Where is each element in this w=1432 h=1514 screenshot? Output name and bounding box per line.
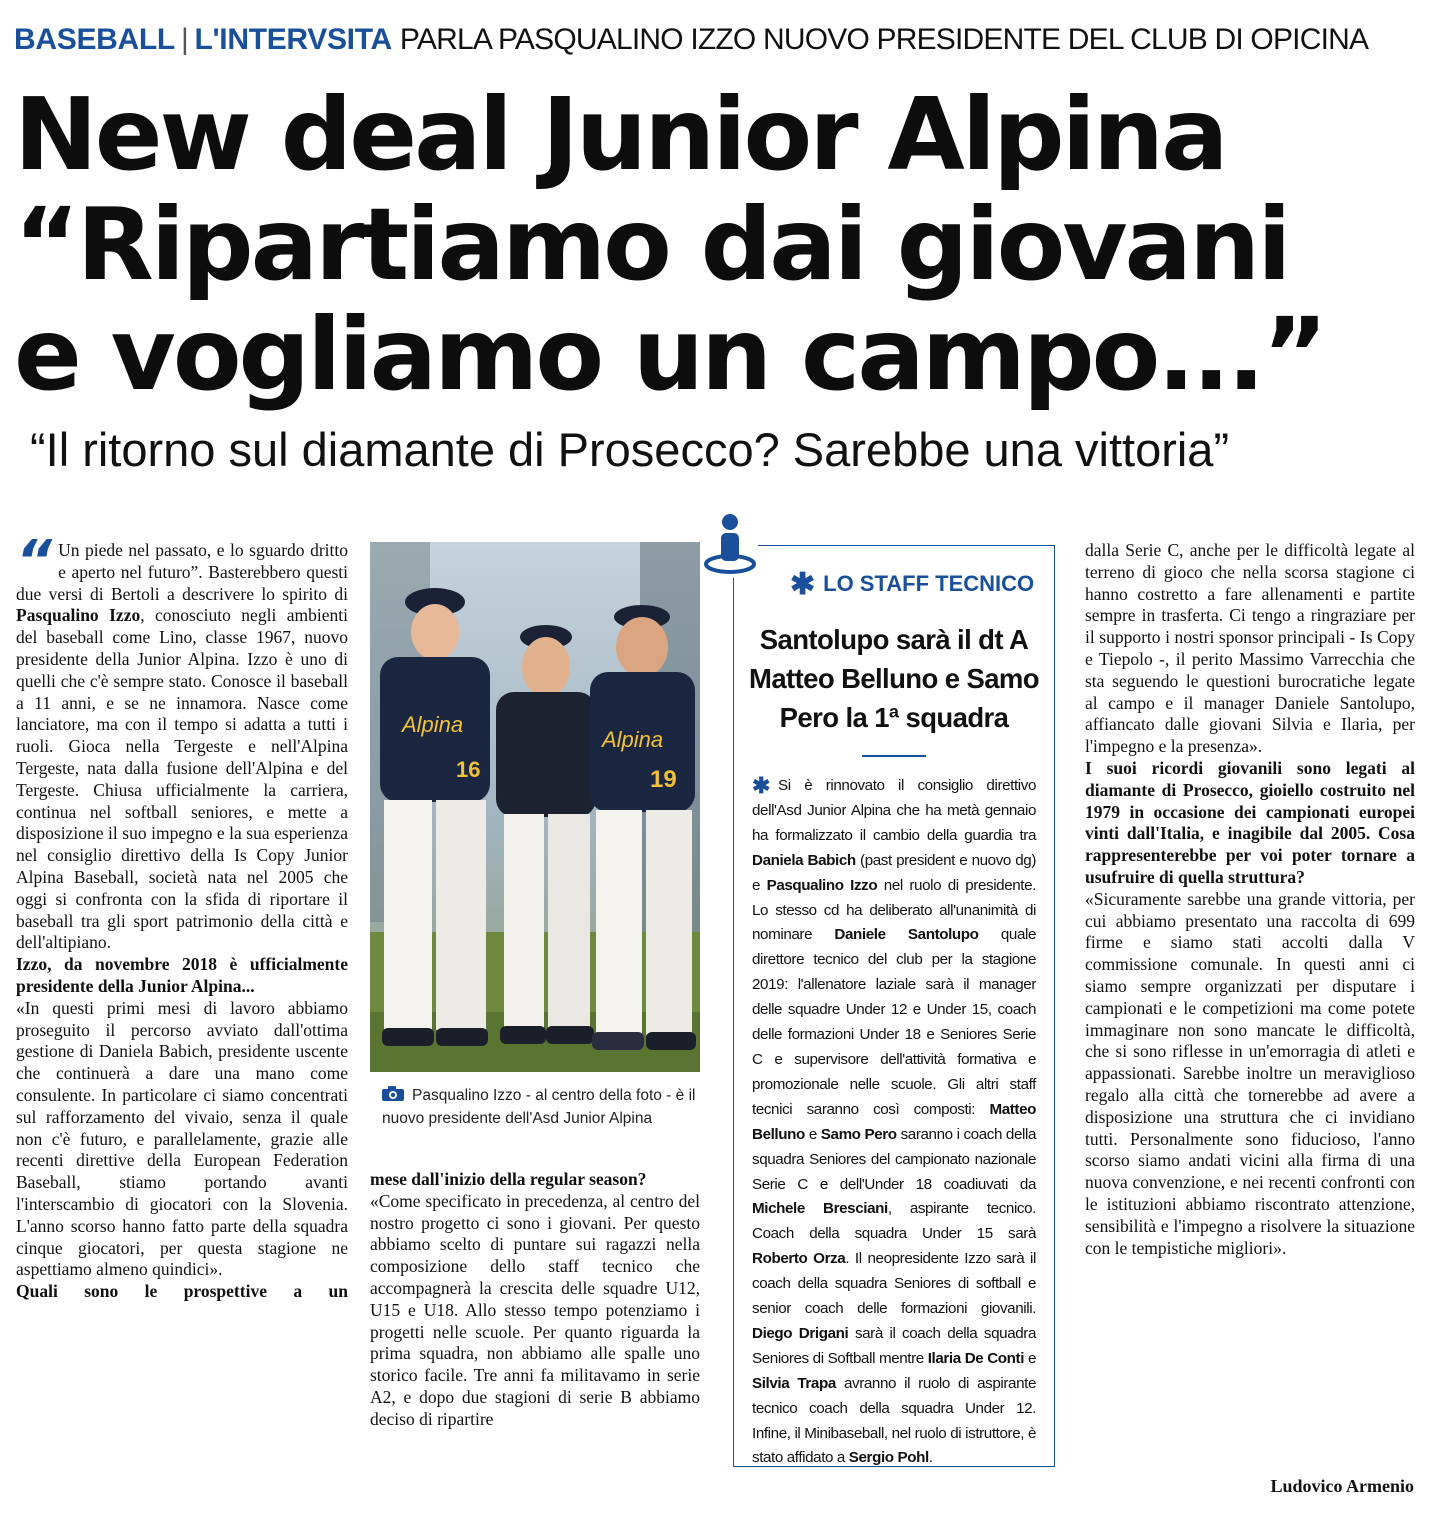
staff-name: Silvia Trapa: [752, 1374, 836, 1392]
caption-text: Pasqualino Izzo - al centro della foto - è il nuovo presidente dell'Asd Junior Alpina: [382, 1087, 696, 1127]
jersey-number: 19: [650, 766, 677, 793]
byline: Ludovico Armenio: [1270, 1476, 1414, 1496]
sidebar-text: , aspirante tecnico. Coach della squadra Under 15 sarà: [752, 1200, 1036, 1243]
asterisk-icon: ✱: [752, 773, 771, 798]
jersey-number: 16: [456, 757, 481, 782]
staff-name: Pasqualino Izzo: [766, 876, 878, 894]
headline-line: New deal Junior Alpina: [14, 76, 1226, 193]
interview-question: Izzo, da novembre 2018 è ufficialmente presidente della Junior Alpina...: [16, 954, 348, 996]
sidebar-label-text: LO STAFF TECNICO: [823, 571, 1035, 596]
staff-name: Roberto Orza: [752, 1250, 846, 1268]
sidebar-body: [752, 774, 1036, 1471]
svg-text:Alpina: Alpina: [602, 727, 664, 752]
sidebar-divider: [862, 755, 926, 757]
intro-text: Un piede nel passato, e lo sguardo dritto e aperto nel futuro”. Basterebbero questi due versi di Bertoli a descrivere lo spirito di: [16, 540, 348, 604]
sidebar-text: Si è rinnovato il consiglio direttivo dell'Asd Junior Alpina che ha metà gennaio ha formalizzato il cambio della guardia tra: [752, 777, 1036, 844]
staff-name: Daniela Babich: [752, 851, 856, 869]
sidebar-text: avranno il ruolo di aspirante tecnico coach della squadra Under 12. Infine, il Minibaseball, nel ruolo di istruttore, è stato affidato a: [752, 1374, 1036, 1467]
staff-name: Ilaria De Conti: [927, 1349, 1025, 1367]
subheadline: “Il ritorno sul diamante di Prosecco? Sarebbe una vittoria”: [30, 423, 1230, 476]
article-column-1: [16, 529, 348, 1303]
staff-name: Diego Drigani: [752, 1324, 849, 1342]
sidebar-text: sarà il coach della squadra Seniores di Softball mentre: [752, 1324, 1036, 1367]
interview-question: Quali sono le prospettive a un: [16, 1281, 348, 1302]
asterisk-icon: ✱: [790, 568, 816, 601]
sidebar-text: saranno i coach della squadra Seniores del campionato nazionale Serie C e dell'Under 18 coadiuvati da: [752, 1125, 1037, 1193]
sidebar-title: Santolupo sarà il dt A Matteo Belluno e Samo Pero la 1ª squadra: [749, 624, 1039, 733]
staff-name: Sergio Pohl: [848, 1449, 929, 1467]
rubric-label: L'INTERVSITA: [194, 23, 392, 56]
staff-name: Samo Pero: [820, 1125, 897, 1143]
section-label: BASEBALL: [14, 23, 175, 56]
sidebar-text: .: [928, 1449, 933, 1467]
person-icon: [702, 512, 758, 578]
sidebar-label: [790, 568, 1035, 601]
interview-answer: «Come specificato in precedenza, al centro del nostro progetto ci sono i giovani. Per questo abbiamo scelto di puntare sui ragazzi nella composizione dello staff tecnico che accompagnerà la crescita delle squadre U12, U15 e U18. Allo stesso tempo potenziamo i progetti nelle scuole. Per quanto riguarda la prima squadra, non abbiamo alle spalle uno storico facile. Tre anni fa militavamo in serie A2, e dopo due stagioni di serie B abbiamo deciso di ripartire: [370, 1190, 700, 1429]
intro-name: Pasqualino Izzo: [16, 605, 141, 626]
kicker-separator: |: [180, 23, 189, 56]
staff-name: Daniele Santolupo: [834, 926, 979, 944]
interview-question: I suoi ricordi giovanili sono legati al diamante di Prosecco, gioiello costruito nel 1979 in occasione dei campionati europei vinti dall'Italia, e inagibile dal 2005. Cosa rappresenterebbe per voi poter tornare a usufruire di quella struttura?: [1085, 757, 1415, 887]
sidebar-text: (past president e nuovo dg) e: [752, 851, 1036, 894]
kicker: [14, 18, 1424, 62]
sidebar-text: nel ruolo di presidente. Lo stesso cd ha deliberato all'unanimità di nominare: [752, 876, 1036, 944]
headline-line: “Ripartiamo dai giovani: [14, 186, 1289, 303]
staff-name: Michele Bresciani: [752, 1200, 888, 1218]
quote-mark-icon: “: [16, 529, 53, 594]
article-column-2: [370, 1169, 700, 1431]
photo-caption: [382, 1084, 702, 1130]
interview-answer: «Sicuramente sarebbe una grande vittoria, per cui abbiamo presentato una raccolta di 699 firme e siamo stati accolti dalla V commissione comunale. In questi anni ci siamo sempre organizzati per disputare i campionati e le competizioni ma come potete immaginare non sono mancate le difficoltà, che si sono riflesse in un'emorragia di atleti e appassionati. Sarebbe inoltre un meraviglioso regalo alla città che tornerebbe ad avere a disposizione una struttura che ci invidiano tutti. Personalmente sono fiducioso, l'anno scorso siamo andati vicini alla firma di una nuova convenzione, e nei recenti confronti con le istituzioni abbiamo riscontrato attenzione, sensibilità e l'impegno a risolvere la situazione con le tempistiche migliori».: [1085, 888, 1415, 1258]
svg-text:Alpina: Alpina: [402, 712, 464, 737]
team-photo: [370, 542, 700, 1072]
headline-line: e vogliamo un campo...”: [14, 296, 1325, 413]
answer-continuation: dalla Serie C, anche per le difficoltà legate al terreno di gioco che nella scorsa stagione ci hanno costretto a fare allenamenti e partite sempre in trasferta. Ci tengo a ringraziare per il supporto i nostri sponsor principali - Is Copy e Tiepolo -, il perito Massimo Varrecchia che sta seguendo le questioni burocratiche legate al campo e il manager Daniele Santolupo, affiancato dalle giovani Silvia e Ilaria, per l'impegno e la presenza».: [1085, 540, 1415, 757]
staff-name: Matteo Belluno: [752, 1100, 1036, 1143]
article-column-4: [1085, 540, 1415, 1259]
camera-icon: [382, 1086, 404, 1101]
sidebar-text: quale direttore tecnico del club per la stagione 2019: l'allenatore laziale sarà il manager delle squadre Under 12 e Under 15, coach delle formazioni Under 18 e Seniores Serie C e supervisore dell'attività formativa e promozionale nelle scuole. Gli altri staff tecnici saranno così composti:: [752, 926, 1037, 1118]
headline: [14, 76, 1424, 413]
interview-question: mese dall'inizio della regular season?: [370, 1169, 647, 1189]
kicker-description: PARLA PASQUALINO IZZO NUOVO PRESIDENTE DEL CLUB DI OPICINA: [399, 23, 1369, 56]
photo-illustration: [370, 542, 700, 1072]
intro-paragraph: [16, 529, 348, 954]
sidebar-text: e: [804, 1125, 821, 1143]
sidebar-text: . Il neopresidente Izzo sarà il coach della squadra Seniores di softball e senior coach delle formazioni giovanili.: [752, 1250, 1036, 1318]
sidebar-text: e: [1024, 1349, 1036, 1367]
interview-answer: «In questi primi mesi di lavoro abbiamo proseguito il percorso avviato dall'ottima gestione di Daniela Babich, presidente uscente che continuerà a dare una mano come consulente. In particolare ci siamo concentrati sul rafforzamento del vivaio, senza il quale non c'è futuro, e parallelamente, grazie alle recenti direttive della European Federation Baseball, stiamo portando avanti l'interscambio di giocatori con la Slovenia. L'anno scorso hanno fatto parte della squadra cinque giocatori, per questa stagione ne aspettiamo almeno quindici».: [16, 997, 348, 1280]
intro-text-rest: , conosciuto negli ambienti del baseball come Lino, classe 1967, nuovo presidente della Junior Alpina. Izzo è uno di quelli che c'è sempre stato. Conosce il baseball a 11 anni, e se ne innamora. Nasce come lanciatore, ma con il tempo si adatta a tutti i ruoli. Gioca nella Tergeste e nell'Alpina Tergeste, nata dalla fusione dell'Alpina e del Tergeste. Chiusa ufficialmente la carriera, continua nel softball seniores, e mette a disposizione il suo impegno e la sua esperienza nel consiglio direttivo della Is Copy Junior Alpina Baseball, società nata nel 2005 che oggi si confronta con la sfida di riportare il baseball tra gli sport patrimonio della città e dell'altipiano.: [16, 605, 348, 953]
